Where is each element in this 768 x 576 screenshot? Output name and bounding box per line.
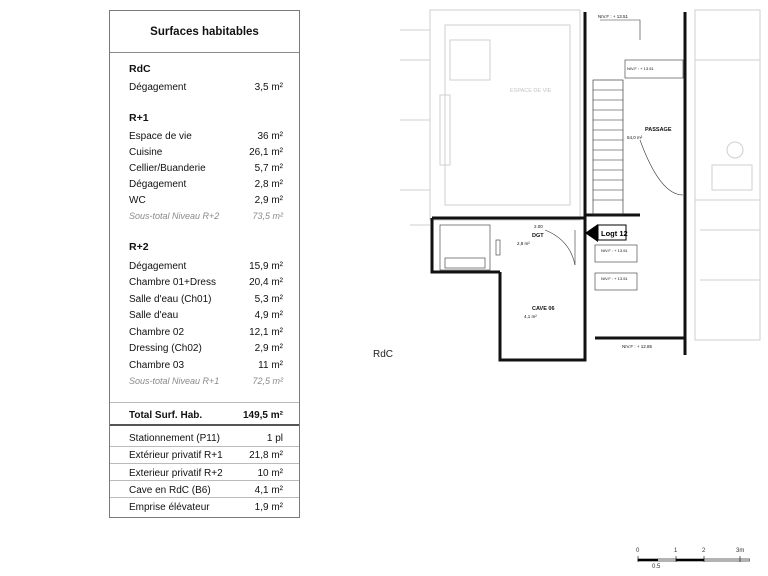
divider xyxy=(110,402,299,403)
divider xyxy=(110,463,299,464)
surfaces-table xyxy=(109,10,300,518)
table-row xyxy=(129,193,283,207)
row-value: 149,5 m² xyxy=(242,409,283,421)
row-value: 15,9 m² xyxy=(249,260,283,272)
row-label: Sous-total Niveau R+2 xyxy=(129,211,220,221)
faint-context-walls xyxy=(400,10,760,340)
row-value: 2,9 m² xyxy=(254,194,283,206)
divider xyxy=(110,497,299,498)
row-label: Chambre 01+Dress xyxy=(129,276,216,288)
scale-bar-graphic xyxy=(630,548,750,566)
row-label: WC xyxy=(129,194,146,206)
divider xyxy=(110,446,299,447)
row-label: Total Surf. Hab. xyxy=(129,409,203,421)
table-row xyxy=(129,145,283,159)
passage-label: PASSAGE xyxy=(645,127,672,133)
espace-label: ESPACE DE VIE xyxy=(510,88,552,94)
table-row xyxy=(129,325,283,339)
row-label: Sous-total Niveau R+1 xyxy=(129,376,220,386)
row-value: 3,5 m² xyxy=(254,81,283,93)
row-label: Stationnement (P11) xyxy=(129,432,220,444)
row-label: Espace de vie xyxy=(129,130,192,142)
main-walls xyxy=(432,12,685,360)
row-value: 2,9 m² xyxy=(254,342,283,354)
subtotal-row xyxy=(129,374,283,388)
table-title: Surfaces habitables xyxy=(110,11,299,53)
table-row xyxy=(129,308,283,322)
row-value: 12,1 m² xyxy=(249,326,283,338)
logt-label: Logt 12 xyxy=(601,229,628,238)
subtotal-row xyxy=(129,209,283,223)
row-value: 11 m² xyxy=(258,359,283,371)
row-value: 5,3 m² xyxy=(254,293,283,305)
dgt-area: 2,8 m² xyxy=(517,241,530,246)
cave-label: CAVE 06 xyxy=(532,306,555,312)
table-row xyxy=(129,275,283,289)
row-value: 72,5 m² xyxy=(252,376,283,386)
level-tag-mid1: NIV.F : + 13.51 xyxy=(601,248,628,253)
row-value: 73,5 m² xyxy=(252,211,283,221)
table-row xyxy=(129,358,283,372)
row-value: 1 pl xyxy=(266,432,283,444)
row-value: 20,4 m² xyxy=(249,276,283,288)
row-label: Cave en RdC (B6) xyxy=(129,484,211,496)
plan-text xyxy=(517,14,672,349)
row-label: Chambre 02 xyxy=(129,326,185,338)
row-value: 21,8 m² xyxy=(249,449,283,461)
row-value: 26,1 m² xyxy=(249,146,283,158)
extra-row xyxy=(129,448,283,462)
row-label: Dégagement xyxy=(129,178,187,190)
table-row xyxy=(129,292,283,306)
level-tag-mid2: NIV.F : + 13.51 xyxy=(601,276,628,281)
table-row xyxy=(129,80,283,94)
row-value: 10 m² xyxy=(257,467,283,479)
row-label: Dégagement xyxy=(129,260,187,272)
pointer-arrow-icon xyxy=(585,224,598,242)
table-row xyxy=(129,177,283,191)
row-label: Emprise élévateur xyxy=(129,501,210,513)
scale-mark-2: 2 xyxy=(702,548,706,554)
cave-area: 4,1 m² xyxy=(524,314,537,319)
extra-row xyxy=(129,500,283,514)
floor-plan xyxy=(352,0,768,370)
logt-tag xyxy=(585,224,628,242)
divider xyxy=(110,480,299,481)
section-header-r2: R+2 xyxy=(129,241,149,253)
scale-mark-0: 0 xyxy=(636,548,640,554)
total-row xyxy=(129,408,283,422)
interior-details xyxy=(440,20,683,290)
table-row xyxy=(129,341,283,355)
section-header-r1: R+1 xyxy=(129,112,149,124)
faint-espace-label xyxy=(510,88,552,94)
row-value: 2,8 m² xyxy=(254,178,283,190)
extra-row xyxy=(129,466,283,480)
row-label: Salle d'eau xyxy=(129,309,179,321)
row-label: Dressing (Ch02) xyxy=(129,342,202,354)
row-label: Cuisine xyxy=(129,146,163,158)
row-label: Chambre 03 xyxy=(129,359,185,371)
level-label: RdC xyxy=(373,349,394,360)
dimension-label: 2.00 xyxy=(534,224,543,229)
scale-mark-3: 3m xyxy=(736,548,745,554)
passage-area: 54,0 m² xyxy=(627,135,643,140)
row-label: Salle d'eau (Ch01) xyxy=(129,293,212,305)
table-row xyxy=(129,259,283,273)
scale-bar xyxy=(630,548,750,576)
dgt-label: DGT xyxy=(532,233,544,239)
level-tag-upper: NIV.F : + 13.51 xyxy=(598,14,628,19)
row-value: 4,1 m² xyxy=(254,484,283,496)
level-tag-top: NIV.F : + 13.51 xyxy=(627,66,654,71)
level-tag-bottom: NIV.F : + 12.85 xyxy=(622,344,652,349)
row-label: Extérieur privatif R+1 xyxy=(129,449,223,461)
section-header-rdc: RdC xyxy=(129,63,151,75)
row-value: 36 m² xyxy=(257,130,283,142)
table-row xyxy=(129,129,283,143)
scale-mark-1: 1 xyxy=(674,548,678,554)
table-row xyxy=(129,161,283,175)
row-label: Cellier/Buanderie xyxy=(129,162,206,174)
extra-row xyxy=(129,483,283,497)
row-label: Dégagement xyxy=(129,81,187,93)
row-value: 4,9 m² xyxy=(254,309,283,321)
row-label: Exterieur privatif R+2 xyxy=(129,467,223,479)
divider xyxy=(110,424,299,426)
row-value: 1,9 m² xyxy=(254,501,283,513)
staircase xyxy=(593,80,623,215)
scale-sub-mark: 0.5 xyxy=(652,564,661,570)
extra-row xyxy=(129,431,283,445)
row-value: 5,7 m² xyxy=(254,162,283,174)
